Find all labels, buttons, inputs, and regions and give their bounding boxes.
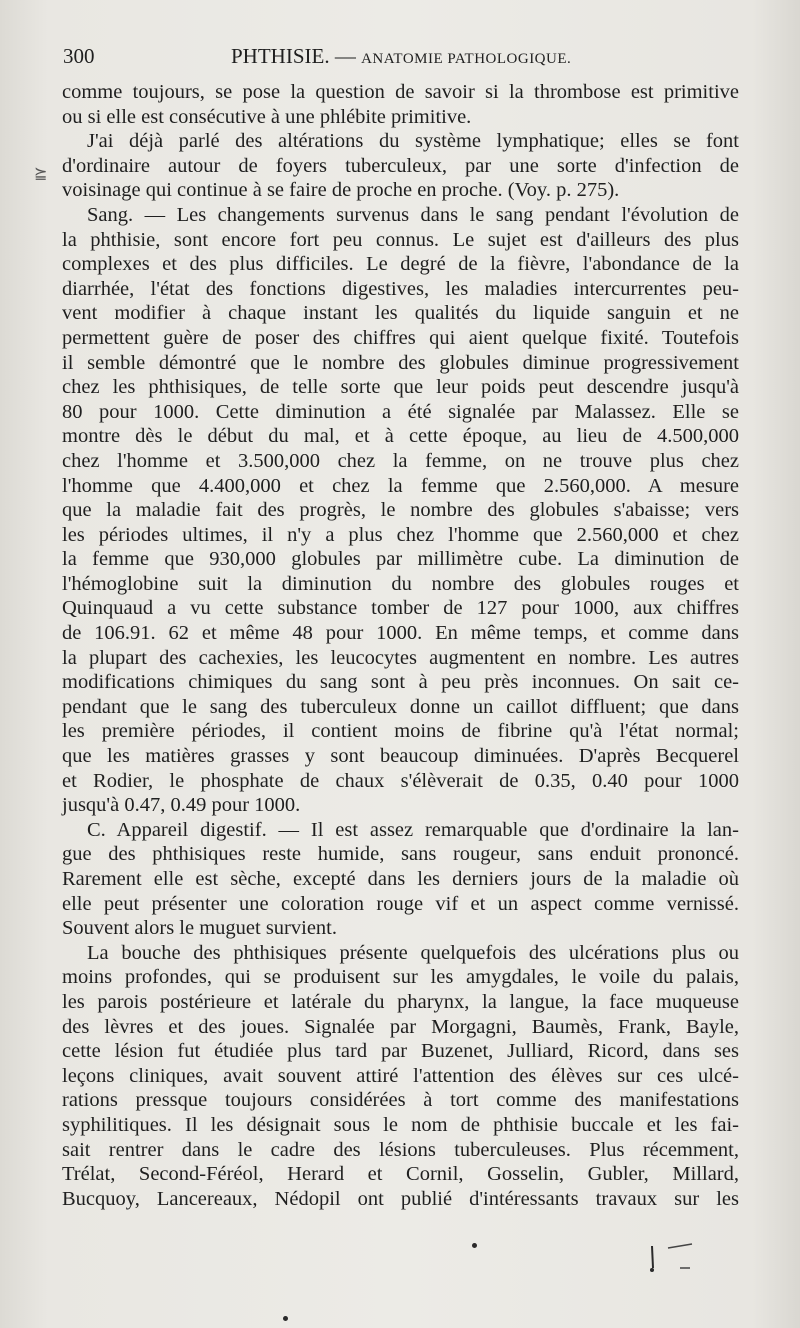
- text-line: elle peut présenter une coloration rouge vif et un aspect comme vernissé.: [62, 892, 739, 915]
- text-line: que les matières grasses y sont beaucoup diminuées. D'après Becquerel: [62, 745, 739, 768]
- text-line: la plupart des cachexies, les leucocytes augmentent en nombre. Les autres: [62, 646, 739, 669]
- text-line: 80 pour 1000. Cette diminution a été signalée par Malassez. Elle se: [62, 400, 739, 423]
- text-line: complexes et des plus difficiles. Le degré de la fièvre, l'abondance de la: [62, 253, 739, 276]
- text-line: l'hémoglobine suit la diminution du nombre des globules rouges et: [62, 572, 739, 595]
- text-line: chez les phthisiques, de telle sorte que leur poids peut descendre jusqu'à: [62, 376, 739, 399]
- text-line: Trélat, Second-Féréol, Herard et Cornil, Gosselin, Gubler, Millard,: [62, 1163, 739, 1186]
- margin-mark: ⪴: [34, 163, 48, 182]
- running-head-subtitle: ANATOMIE PATHOLOGIQUE.: [361, 51, 572, 67]
- text-line: la phthisie, sont encore fort peu connus. Le sujet est d'ailleurs des plus: [62, 228, 739, 251]
- text-line: jusqu'à 0.47, 0.49 pour 1000.: [62, 794, 301, 817]
- text-line: les première périodes, il contient moins de fibrine qu'à l'état normal;: [62, 720, 739, 743]
- text-line: pendant que le sang des tuberculeux donne un caillot diffluent; que dans: [62, 695, 739, 718]
- text-line: de 106.91. 62 et même 48 pour 1000. En même temps, et comme dans: [62, 622, 739, 645]
- text-line: syphilitiques. Il les désignait sous le nom de phthisie buccale et les fai-: [62, 1113, 739, 1136]
- text-line: cette lésion fut étudiée plus tard par Buzenet, Julliard, Ricord, dans ses: [62, 1040, 739, 1063]
- text-line: voisinage qui continue à se faire de proche en proche. (Voy. p. 275).: [62, 179, 620, 202]
- text-line: les périodes ultimes, il n'y a plus chez l'homme que 2.560,000 et chez: [62, 523, 739, 546]
- text-line: chez l'homme et 3.500,000 chez la femme, on ne trouve plus chez: [62, 449, 739, 472]
- text-line: montre dès le début du mal, et à cette époque, au lieu de 4.500,000: [62, 425, 739, 448]
- text-line: diarrhée, l'état des fonctions digestives, les maladies intercurrentes peu-: [62, 277, 739, 300]
- text-line: modifications chimiques du sang sont à peu près inconnues. On sait ce-: [62, 671, 739, 694]
- running-head: [231, 44, 571, 69]
- text-line: Rarement elle est sèche, excepté dans les derniers jours de la maladie où: [62, 868, 739, 890]
- text-line: rations pressque toujours considérées à tort comme des manifestations: [62, 1089, 739, 1112]
- text-line: permettent guère de poser des chiffres qui aient quelque fixité. Toutefois: [62, 326, 739, 349]
- ink-specks: [640, 1238, 700, 1288]
- text-line: et Rodier, le phosphate de chaux s'élèverait de 0.35, 0.40 pour 1000: [62, 769, 739, 792]
- text-line: moins profondes, qui se produisent sur les amygdales, le voile du palais,: [62, 966, 739, 989]
- text-line: que la maladie fait des progrès, le nombre des globules s'abaisse; vers: [62, 499, 739, 522]
- text-line: gue des phthisiques reste humide, sans rougeur, sans enduit prononcé.: [62, 843, 739, 866]
- text-line: les parois postérieure et latérale du pharynx, la langue, la face muqueuse: [62, 990, 739, 1013]
- text-line: Souvent alors le muguet survient.: [62, 917, 337, 940]
- text-line: comme toujours, se pose la question de savoir si la thrombose est primitive: [62, 81, 739, 103]
- text-line: La bouche des phthisiques présente quelquefois des ulcérations plus ou: [87, 941, 739, 964]
- text-line: il semble démontré que le nombre des globules diminue progressivement: [62, 351, 739, 374]
- text-line: la femme que 930,000 globules par millimètre cube. La diminution de: [62, 548, 739, 571]
- text-line: l'homme que 4.400,000 et chez la femme que 2.560,000. A mesure: [62, 474, 739, 497]
- text-line: vent modifier à chaque instant les qualités du liquide sanguin et ne: [62, 302, 739, 325]
- page-header: [63, 44, 743, 74]
- text-line: J'ai déjà parlé des altérations du système lymphatique; elles se font: [87, 130, 739, 153]
- text-line: Sang. — Les changements survenus dans le sang pendant l'évolution de: [87, 203, 739, 226]
- text-line: d'ordinaire autour de foyers tuberculeux, par une sorte d'infection de: [62, 154, 739, 177]
- text-line: C. Appareil digestif. — Il est assez remarquable que d'ordinaire la lan-: [87, 818, 739, 841]
- text-line: sait rentrer dans le cadre des lésions tuberculeuses. Plus récemment,: [62, 1138, 739, 1161]
- text-line: Quinquaud a vu cette substance tomber de 127 pour 1000, aux chiffres: [62, 597, 739, 620]
- ink-dot: [283, 1316, 288, 1321]
- text-line: Bucquoy, Lancereaux, Nédopil ont publié d'intéressants travaux sur les: [62, 1187, 739, 1210]
- body-text: [62, 80, 739, 1211]
- ink-dot: [472, 1243, 477, 1248]
- text-line: leçons cliniques, avait souvent attiré l'attention des élèves sur ces ulcé-: [62, 1064, 739, 1087]
- text-line: ou si elle est consécutive à une phlébite primitive.: [62, 105, 472, 128]
- page-number: 300: [63, 44, 95, 68]
- running-head-title: PHTHISIE. —: [231, 44, 356, 68]
- text-line: des lèvres et des joues. Signalée par Morgagni, Baumès, Frank, Bayle,: [62, 1015, 739, 1038]
